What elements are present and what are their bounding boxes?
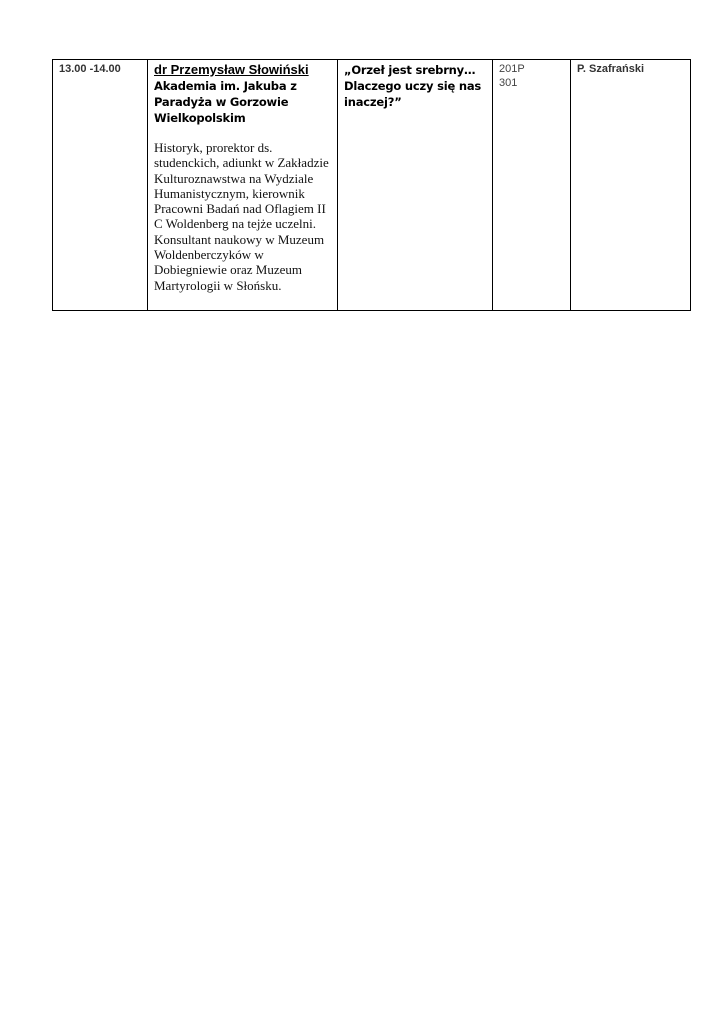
room-number-1: 201P (499, 63, 525, 75)
time-cell (53, 60, 148, 311)
host-cell (571, 60, 691, 311)
table-row (53, 60, 691, 311)
speaker-name: dr Przemysław Słowiński (154, 62, 309, 77)
host-name: P. Szafrański (577, 63, 645, 75)
time-slot: 13.00 -14.00 (59, 63, 121, 75)
room-number-2: 301 (499, 77, 518, 89)
speaker-affiliation: Akademia im. Jakuba z Paradyża w Gorzowie Wielkopolskim (154, 79, 297, 125)
room-cell (493, 60, 571, 311)
speaker-cell (148, 60, 338, 311)
lecture-topic: „Orzeł jest srebrny…Dlaczego uczy się nas inaczej?” (344, 63, 482, 109)
topic-cell (338, 60, 493, 311)
speaker-bio: Historyk, prorektor ds. studenckich, adiunkt w Zakładzie Kulturoznawstwa na Wydziale Humanistycznym, kierownik Pracowni Badań nad Oflagiem II C Woldenberg na tejże uczelni. Konsultant naukowy w Muzeum Woldenberczyków w Dobiegniewie oraz Muzeum Martyrologii w Słońsku. (154, 140, 329, 293)
schedule-table (52, 59, 691, 311)
